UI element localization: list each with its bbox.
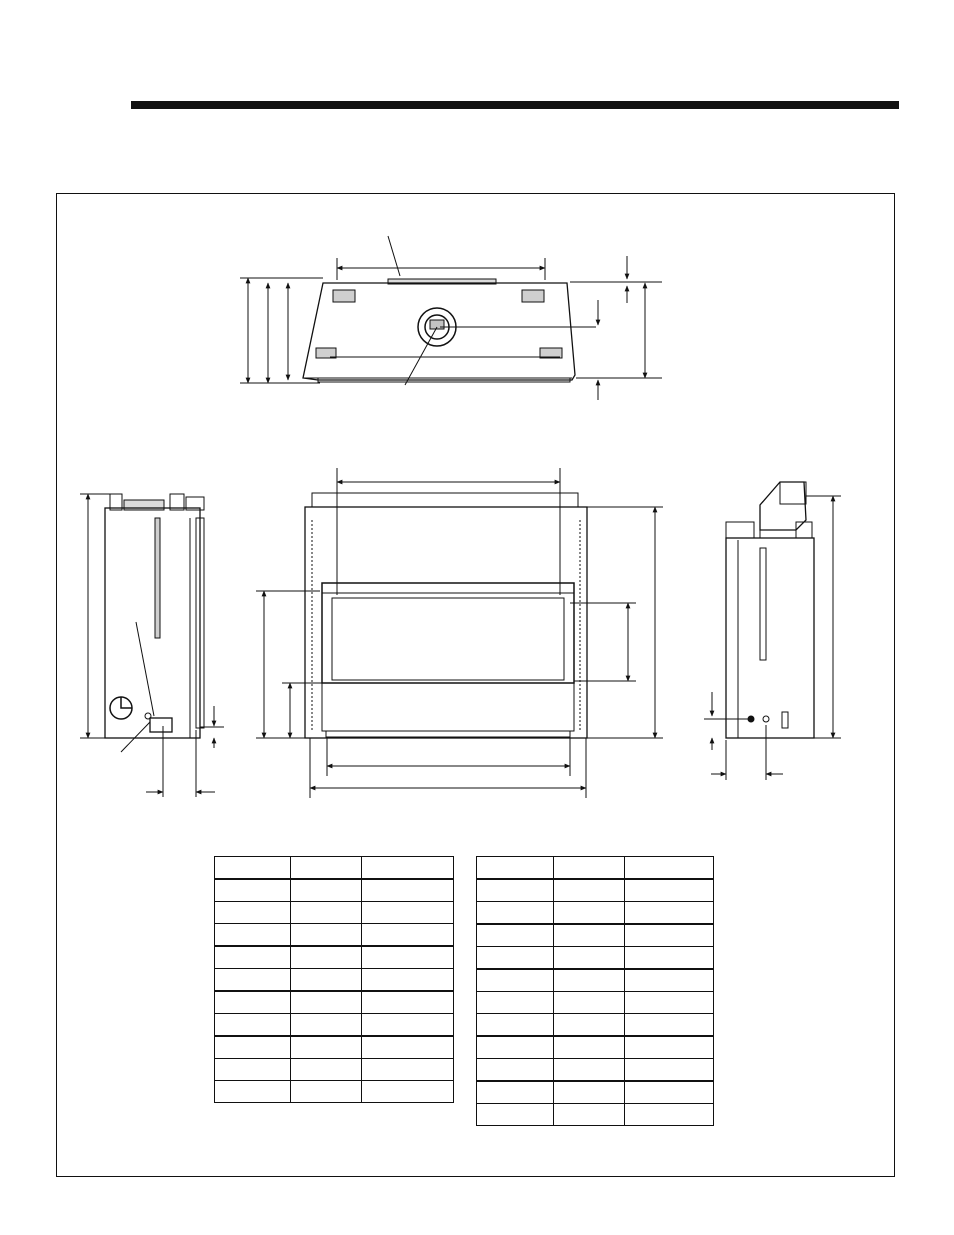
top-view: [240, 236, 662, 400]
table-row: [215, 1081, 454, 1103]
table-cell: [362, 857, 454, 880]
table-cell: [291, 1081, 362, 1103]
table-cell: [291, 924, 362, 947]
table-cell: [362, 924, 454, 947]
table-cell: [625, 1036, 714, 1059]
table-cell: [215, 1059, 291, 1081]
dimension-table-left: [214, 856, 454, 1103]
table-row: [215, 991, 454, 1014]
table-row: [215, 857, 454, 880]
table-row: [215, 924, 454, 947]
table-row: [477, 857, 714, 880]
table-cell: [215, 946, 291, 969]
front-lower-panel: [322, 683, 574, 731]
table-cell: [554, 924, 625, 947]
table-row: [477, 969, 714, 992]
table-row: [477, 924, 714, 947]
table-cell: [215, 924, 291, 947]
table-cell: [477, 902, 554, 925]
flue-elbow: [760, 482, 806, 530]
table-cell: [554, 1081, 625, 1104]
table-cell: [477, 879, 554, 902]
table-cell: [291, 969, 362, 992]
right-side-top-block-1: [726, 522, 754, 538]
dimension-table-right-body: [477, 857, 714, 1126]
front-view: [256, 468, 663, 798]
table-cell: [625, 947, 714, 970]
table-cell: [625, 924, 714, 947]
front-glass: [332, 598, 564, 680]
table-row: [477, 1081, 714, 1104]
table-cell: [215, 969, 291, 992]
table-row: [477, 992, 714, 1014]
table-cell: [362, 969, 454, 992]
right-side-top-plate: [760, 530, 796, 538]
front-outer-body: [305, 507, 587, 738]
table-cell: [291, 1059, 362, 1081]
vent-strip: [388, 279, 496, 284]
flue-leader: [405, 327, 437, 385]
table-cell: [215, 1036, 291, 1059]
table-cell: [215, 1014, 291, 1037]
table-cell: [554, 947, 625, 970]
table-cell: [625, 1014, 714, 1037]
right-side-view: [704, 482, 841, 780]
right-side-body: [726, 538, 814, 738]
table-cell: [215, 1081, 291, 1103]
right-side-fitting: [763, 716, 769, 722]
table-cell: [554, 1059, 625, 1082]
bracket-top-right: [522, 290, 544, 302]
bracket-top-left: [333, 290, 355, 302]
table-cell: [625, 992, 714, 1014]
gas-valve-box: [150, 718, 172, 732]
left-side-body: [105, 508, 200, 738]
left-side-top-block-2: [124, 500, 164, 510]
table-cell: [554, 969, 625, 992]
table-cell: [477, 1059, 554, 1082]
table-row: [477, 1036, 714, 1059]
table-cell: [477, 1014, 554, 1037]
table-cell: [362, 1081, 454, 1103]
table-cell: [291, 902, 362, 924]
left-side-leader-2: [121, 722, 150, 752]
table-cell: [215, 857, 291, 880]
table-cell: [362, 1014, 454, 1037]
table-cell: [625, 879, 714, 902]
bracket-bottom-right: [540, 348, 562, 358]
table-cell: [554, 879, 625, 902]
table-cell: [362, 991, 454, 1014]
table-cell: [291, 879, 362, 902]
table-row: [215, 1014, 454, 1037]
table-cell: [477, 1036, 554, 1059]
table-cell: [625, 857, 714, 880]
table-cell: [291, 946, 362, 969]
table-cell: [625, 969, 714, 992]
table-cell: [362, 946, 454, 969]
table-cell: [554, 992, 625, 1014]
table-cell: [554, 1104, 625, 1126]
table-cell: [477, 1104, 554, 1126]
table-cell: [215, 902, 291, 924]
table-cell: [554, 1036, 625, 1059]
dimension-table-left-body: [215, 857, 454, 1103]
table-row: [215, 1059, 454, 1081]
table-cell: [477, 947, 554, 970]
table-cell: [362, 879, 454, 902]
table-cell: [625, 1059, 714, 1082]
table-cell: [625, 1104, 714, 1126]
table-cell: [291, 857, 362, 880]
front-base-trim: [326, 731, 570, 737]
table-cell: [291, 1014, 362, 1037]
table-cell: [625, 1081, 714, 1104]
flue-outlet: [780, 482, 806, 504]
table-cell: [477, 924, 554, 947]
table-cell: [477, 969, 554, 992]
table-row: [215, 902, 454, 924]
table-row: [215, 969, 454, 992]
table-row: [215, 946, 454, 969]
table-cell: [362, 1036, 454, 1059]
table-cell: [362, 1059, 454, 1081]
table-row: [477, 1059, 714, 1082]
table-cell: [554, 902, 625, 925]
right-side-slot: [760, 548, 766, 660]
table-cell: [291, 1036, 362, 1059]
right-side-tag: [782, 712, 788, 728]
table-cell: [554, 1014, 625, 1037]
table-cell: [554, 857, 625, 880]
top-view-leader-upper: [388, 236, 400, 276]
left-side-view: [80, 494, 224, 797]
table-row: [477, 879, 714, 902]
left-side-leader-1: [136, 622, 154, 716]
table-cell: [625, 902, 714, 925]
table-cell: [477, 857, 554, 880]
table-cell: [291, 991, 362, 1014]
gas-inlet: [145, 713, 151, 719]
table-cell: [477, 1081, 554, 1104]
table-cell: [215, 991, 291, 1014]
table-row: [215, 1036, 454, 1059]
table-row: [215, 879, 454, 902]
table-cell: [362, 902, 454, 924]
table-cell: [477, 992, 554, 1014]
table-row: [477, 902, 714, 925]
bracket-bottom-left: [316, 348, 336, 358]
front-top-header: [312, 493, 578, 507]
table-row: [477, 1014, 714, 1037]
table-cell: [215, 879, 291, 902]
table-row: [477, 947, 714, 970]
right-side-top-block-2: [796, 522, 812, 538]
left-side-slot: [155, 518, 160, 638]
table-row: [477, 1104, 714, 1126]
dimension-table-right: [476, 856, 714, 1126]
